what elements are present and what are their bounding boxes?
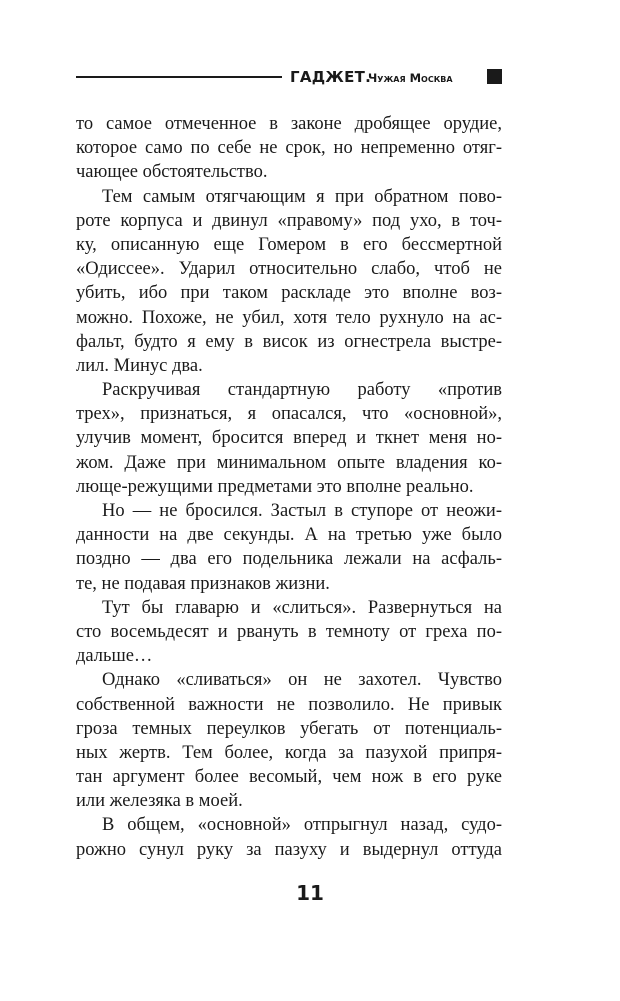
page-number: 11: [296, 881, 324, 905]
text-line: данности на две секунды. А на третью уже было: [76, 525, 502, 546]
black-square-icon: [487, 69, 502, 84]
text-line: сто восемьдесят и рвануть в темноту от греха по-: [76, 621, 502, 642]
text-line: или железяка в моей.: [76, 791, 243, 812]
text-line: которое само по себе не срок, но непременно отяг-: [76, 138, 502, 159]
text-line: чающее обстоятельство.: [76, 162, 268, 183]
header-rule: [76, 76, 282, 78]
text-line: роте корпуса и двинул «правому» под ухо, в точ-: [76, 210, 502, 231]
text-line: жом. Даже при минимальном опыте владения ко-: [76, 452, 502, 473]
running-header: [76, 66, 502, 88]
text-line: В общем, «основной» отпрыгнул назад, судо-: [102, 815, 502, 836]
text-line: ку, описанную еще Гомером в его бессмертной: [76, 234, 502, 255]
book-subtitle: Чужая Москва: [368, 71, 453, 85]
text-line: рожно сунул руку за пазуху и выдернул оттуда: [76, 839, 502, 860]
text-line: тан аргумент более весомый, чем нож в его руке: [76, 767, 502, 788]
text-line: лил. Минус два.: [76, 355, 203, 376]
text-line: Раскручивая стандартную работу «против: [102, 380, 502, 401]
text-line: Но — не бросился. Застыл в ступоре от неожи-: [102, 501, 502, 521]
text-line: ных жертв. Тем более, когда за пазухой припря-: [76, 742, 502, 763]
text-line: дальше…: [76, 646, 153, 667]
text-line: люще-режущими предметами это вполне реально.: [76, 476, 474, 497]
text-line: те, не подавая признаков жизни.: [76, 573, 330, 594]
text-line: Тут бы главарю и «слиться». Развернуться на: [102, 597, 502, 618]
text-line: Тем самым отягчающим я при обратном пово-: [102, 186, 502, 207]
text-line: фальт, будто я ему в висок из огнестрела выстре-: [76, 331, 502, 352]
text-line: гроза темных переулков убегать от потенциаль-: [76, 718, 502, 739]
text-line: собственной важности не позволило. Не привык: [76, 694, 502, 715]
text-line: поздно — два его подельника лежали на асфаль-: [76, 549, 502, 570]
text-line: можно. Похоже, не убил, хотя тело рухнуло на ас-: [76, 307, 502, 328]
book-title: ГАДЖЕТ.: [290, 68, 372, 86]
text-line: убить, ибо при таком раскладе это вполне воз-: [76, 283, 502, 304]
text-line: Однако «сливаться» он не захотел. Чувство: [102, 670, 502, 691]
text-line: трех», признаться, я опасался, что «основной»,: [76, 404, 502, 425]
body-text: [76, 112, 502, 862]
text-line: «Одиссее». Ударил относительно слабо, чтоб не: [76, 259, 502, 280]
text-line: то самое отмеченное в законе дробящее орудие,: [76, 114, 502, 134]
text-line: улучив момент, бросится вперед и ткнет меня но-: [76, 428, 502, 449]
